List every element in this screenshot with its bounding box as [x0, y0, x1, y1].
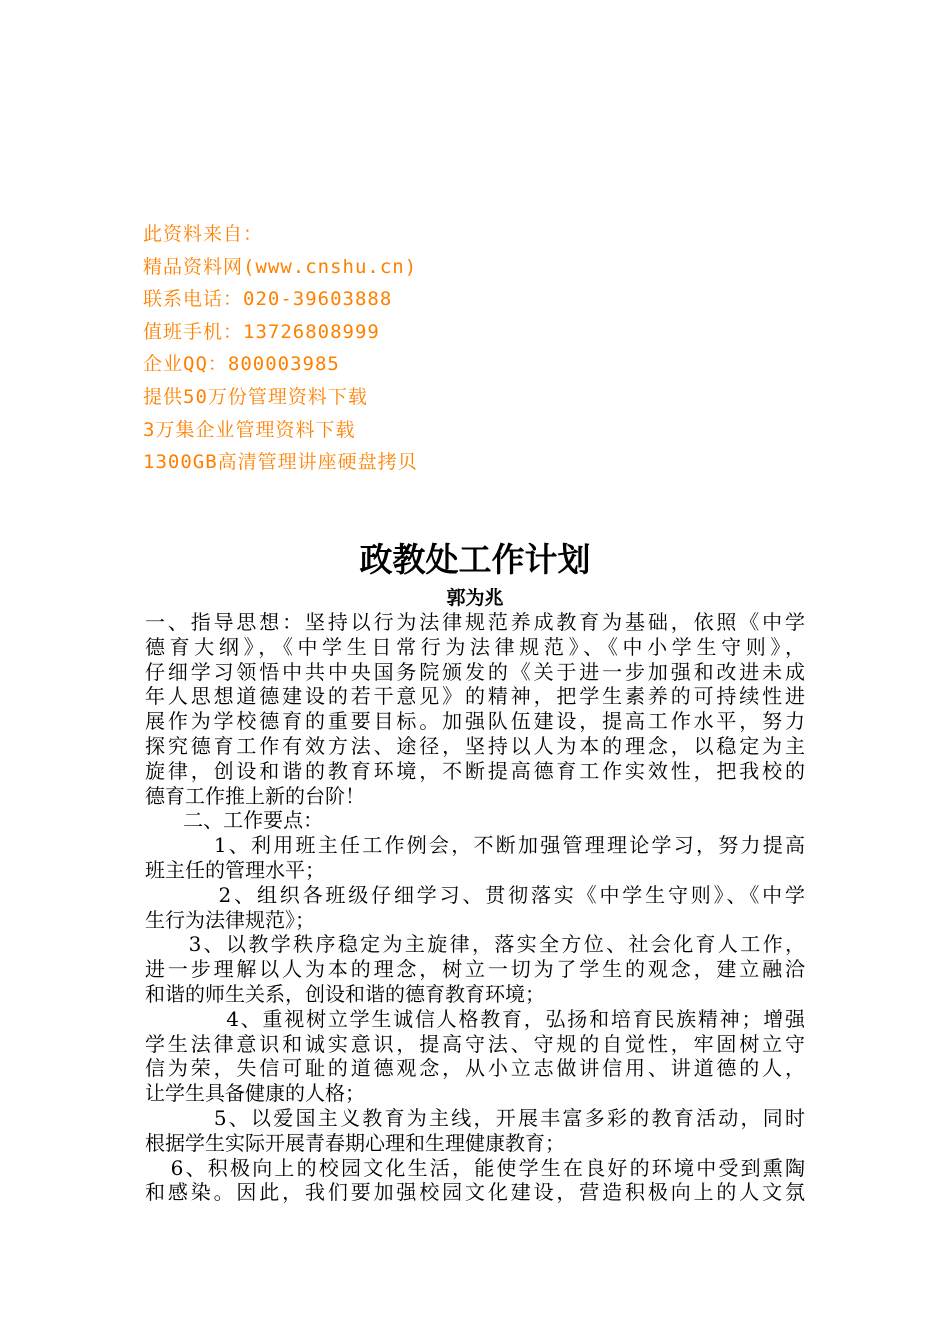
promo-line-website: 精品资料网(www.cnshu.cn) — [143, 255, 418, 278]
document-author: 郭为兆 — [446, 587, 504, 609]
promo-line-offer-3: 1300GB高清管理讲座硬盘拷贝 — [143, 451, 418, 474]
document-body — [145, 610, 805, 1205]
body-line: 1、利用班主任工作例会，不断加强管理理论学习，努力提高 — [145, 833, 805, 858]
body-line: 年人思想道德建设的若干意见》的精神，把学生素养的可持续性进 — [145, 684, 805, 709]
body-line: 和谐的师生关系，创设和谐的德育教育环境； — [145, 981, 545, 1006]
promo-line-phone: 联系电话：020-39603888 — [143, 288, 393, 311]
body-line: 4、重视树立学生诚信人格教育，弘扬和培育民族精神；增强 — [145, 1006, 805, 1031]
section-heading: 二、工作要点： — [145, 808, 324, 833]
body-line: 展作为学校德育的重要目标。加强队伍建设，提高工作水平，努力 — [145, 709, 805, 734]
promo-line-mobile: 值班手机：13726808999 — [143, 320, 380, 343]
body-line: 学生法律意识和诚实意识，提高守法、守规的自觉性，牢固树立守 — [145, 1031, 805, 1056]
body-line: 2、组织各班级仔细学习、贯彻落实《中学生守则》、《中学 — [145, 882, 805, 907]
promo-line-offer-1: 提供50万份管理资料下载 — [143, 385, 368, 408]
promo-line-offer-2: 3万集企业管理资料下载 — [143, 418, 356, 441]
promo-line-source: 此资料来自： — [143, 223, 264, 245]
body-line: 5、以爱国主义教育为主线，开展丰富多彩的教育活动，同时 — [145, 1105, 805, 1130]
body-line: 德育大纲》，《中学生日常行为法律规范》、《中小学生守则》， — [145, 634, 805, 659]
body-line: 让学生具备健康的人格； — [145, 1081, 365, 1106]
body-line: 进一步理解以人为本的理念，树立一切为了学生的观念，建立融洽 — [145, 957, 805, 982]
document-title: 政教处工作计划 — [359, 540, 591, 579]
body-line: 和感染。因此，我们要加强校园文化建设，营造积极向上的人文氛 — [145, 1180, 805, 1205]
body-line: 6、积极向上的校园文化生活，能使学生在良好的环境中受到熏陶 — [145, 1155, 805, 1180]
body-line: 一、指导思想：坚持以行为法律规范养成教育为基础，依照《中学 — [145, 610, 805, 634]
body-line: 根据学生实际开展青春期心理和生理健康教育； — [145, 1130, 565, 1155]
body-line: 生行为法律规范》； — [145, 907, 315, 932]
promo-block — [143, 218, 743, 479]
promo-line-qq: 企业QQ：800003985 — [143, 353, 340, 376]
body-line: 旋律，创设和谐的教育环境，不断提高德育工作实效性，把我校的 — [145, 758, 805, 783]
body-line: 仔细学习领悟中共中央国务院颁发的《关于进一步加强和改进未成 — [145, 659, 805, 684]
body-line: 3、以教学秩序稳定为主旋律，落实全方位、社会化育人工作， — [145, 932, 805, 957]
body-line: 德育工作推上新的台阶！ — [145, 783, 365, 808]
body-line: 探究德育工作有效方法、途径，坚持以人为本的理念，以稳定为主 — [145, 733, 805, 758]
body-line: 信为荣，失信可耻的道德观念，从小立志做讲信用、讲道德的人， — [145, 1056, 805, 1081]
body-line: 班主任的管理水平； — [145, 857, 325, 882]
